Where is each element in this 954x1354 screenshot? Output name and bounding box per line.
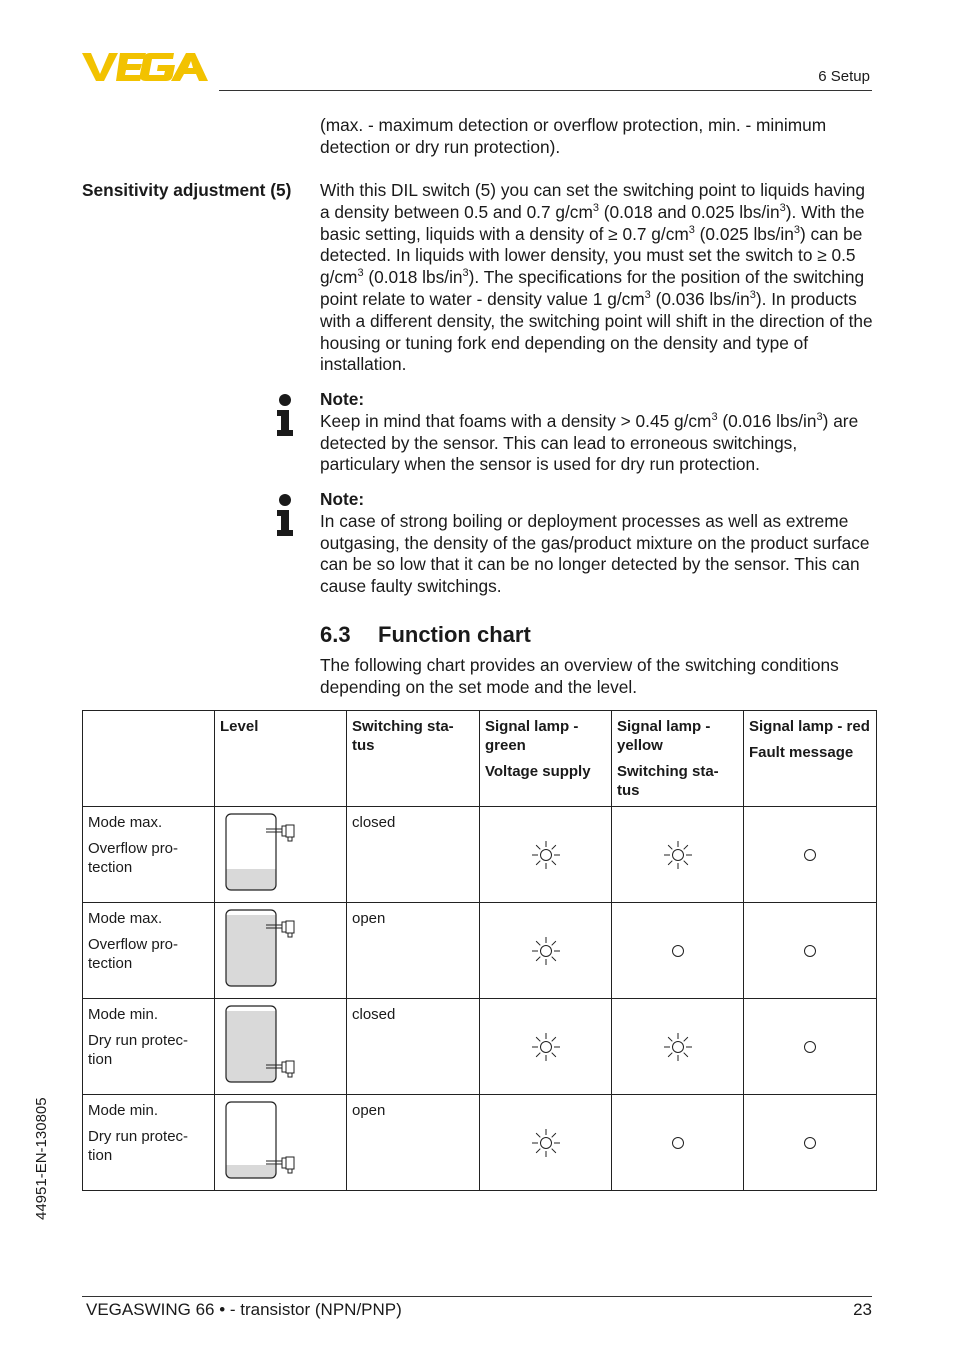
- note-2-title: Note:: [320, 489, 365, 509]
- vessel-full-icon: [220, 907, 300, 989]
- footer-rule: [82, 1296, 872, 1297]
- red-lamp-off-icon: [802, 943, 818, 959]
- sensitivity-label: Sensitivity adjustment (5): [82, 180, 292, 200]
- level-cell: [215, 999, 347, 1095]
- function-chart-table: [82, 710, 877, 1191]
- section-label: 6 Setup: [818, 68, 870, 85]
- green-lamp-on-icon: [530, 1127, 562, 1159]
- table-row: [83, 903, 877, 999]
- section-heading: [320, 622, 531, 648]
- header-level: Level: [215, 711, 347, 807]
- green-lamp-cell: [480, 1095, 612, 1191]
- mode-cell: Mode max. Overflow pro-tection: [83, 807, 215, 903]
- vessel-full-icon: [220, 1003, 300, 1085]
- info-icon: [274, 494, 296, 536]
- note-1: [320, 389, 876, 476]
- header-rule: [219, 90, 872, 91]
- table-row: [83, 1095, 877, 1191]
- note-2: [320, 489, 876, 598]
- info-icon: [274, 394, 296, 436]
- green-lamp-on-icon: [530, 1031, 562, 1063]
- header-yellow-lamp: Signal lamp - yellow Switching sta-tus: [612, 711, 744, 807]
- switching-status-cell: open: [347, 1095, 480, 1191]
- red-lamp-off-icon: [802, 847, 818, 863]
- yellow-lamp-cell: [612, 807, 744, 903]
- mode-cell: Mode min. Dry run protec-tion: [83, 999, 215, 1095]
- switching-status-cell: closed: [347, 807, 480, 903]
- red-lamp-cell: [744, 807, 877, 903]
- level-cell: [215, 903, 347, 999]
- red-lamp-cell: [744, 1095, 877, 1191]
- yellow-lamp-on-icon: [662, 1031, 694, 1063]
- table-row: [83, 999, 877, 1095]
- vessel-empty-icon: [220, 1099, 300, 1181]
- document-number: 44951-EN-130805: [33, 1097, 50, 1220]
- red-lamp-off-icon: [802, 1135, 818, 1151]
- level-cell: [215, 807, 347, 903]
- yellow-lamp-on-icon: [662, 839, 694, 871]
- mode-cell: Mode min. Dry run protec-tion: [83, 1095, 215, 1191]
- header-mode: [83, 711, 215, 807]
- green-lamp-cell: [480, 903, 612, 999]
- yellow-lamp-cell: [612, 903, 744, 999]
- green-lamp-on-icon: [530, 839, 562, 871]
- mode-cell: Mode max. Overflow pro-tection: [83, 903, 215, 999]
- intro-text: (max. - maximum detection or overflow protection, min. - minimum detection or dry run protection).: [320, 115, 827, 157]
- switching-status-cell: open: [347, 903, 480, 999]
- header-switching-status: Switching sta-tus: [347, 711, 480, 807]
- green-lamp-cell: [480, 999, 612, 1095]
- level-cell: [215, 1095, 347, 1191]
- note-2-body: In case of strong boiling or deployment processes as well as extreme outgasing, the density of the gas/product mixture on the product surface can be so low that it can be no longer detected by the sensor. This can cause faulty switchings.: [320, 510, 870, 597]
- section-number: 6.3: [320, 622, 351, 647]
- note-1-body: Keep in mind that foams with a density > 0.45 $g/cm^3$ (0.016 lbs/$in^3$) are detected by the sensor. This can lead to erroneous switchings, particulary when the sensor is used for dry run protection.: [320, 410, 859, 475]
- switching-status-cell: closed: [347, 999, 480, 1095]
- section-title: Function chart: [378, 622, 531, 647]
- yellow-lamp-off-icon: [670, 943, 686, 959]
- footer-product: VEGASWING 66 • - transistor (NPN/PNP): [86, 1300, 402, 1319]
- green-lamp-on-icon: [530, 935, 562, 967]
- note-1-title: Note:: [320, 389, 365, 409]
- red-lamp-cell: [744, 999, 877, 1095]
- table-header-row: [83, 711, 877, 807]
- sensitivity-body: With this DIL switch (5) you can set the switching point to liquids having a density between 0.5 and 0.7 $g/cm^3$ (0.018 and 0.025 lbs/$in^3$). With the basic setting, liquids with a density of ≥ 0.7 $g/cm^3$ (0.025 lbs/$in^3$) can be detected. In liquids with lower density, you must set the switch to ≥ 0.5 $g/cm^3$ (0.018 lbs/$in^3$). The specifications for the position of the switching point relate to water - density value 1 $g/cm^3$ (0.036 lbs/$in^3$). In products with a different density, the switching point will shift in the direction of the housing or tuning fork end depending on the density and type of installation.: [320, 180, 873, 375]
- red-lamp-off-icon: [802, 1039, 818, 1055]
- vega-logo: [82, 50, 212, 84]
- table-row: [83, 807, 877, 903]
- header-red-lamp: Signal lamp - red Fault message: [744, 711, 877, 807]
- yellow-lamp-cell: [612, 999, 744, 1095]
- yellow-lamp-cell: [612, 1095, 744, 1191]
- chart-intro: The following chart provides an overview of the switching conditions depending on the set mode and the level.: [320, 655, 839, 697]
- red-lamp-cell: [744, 903, 877, 999]
- green-lamp-cell: [480, 807, 612, 903]
- header-green-lamp: Signal lamp - green Voltage supply: [480, 711, 612, 807]
- vessel-low-icon: [220, 811, 300, 893]
- yellow-lamp-off-icon: [670, 1135, 686, 1151]
- page-number: 23: [853, 1300, 872, 1319]
